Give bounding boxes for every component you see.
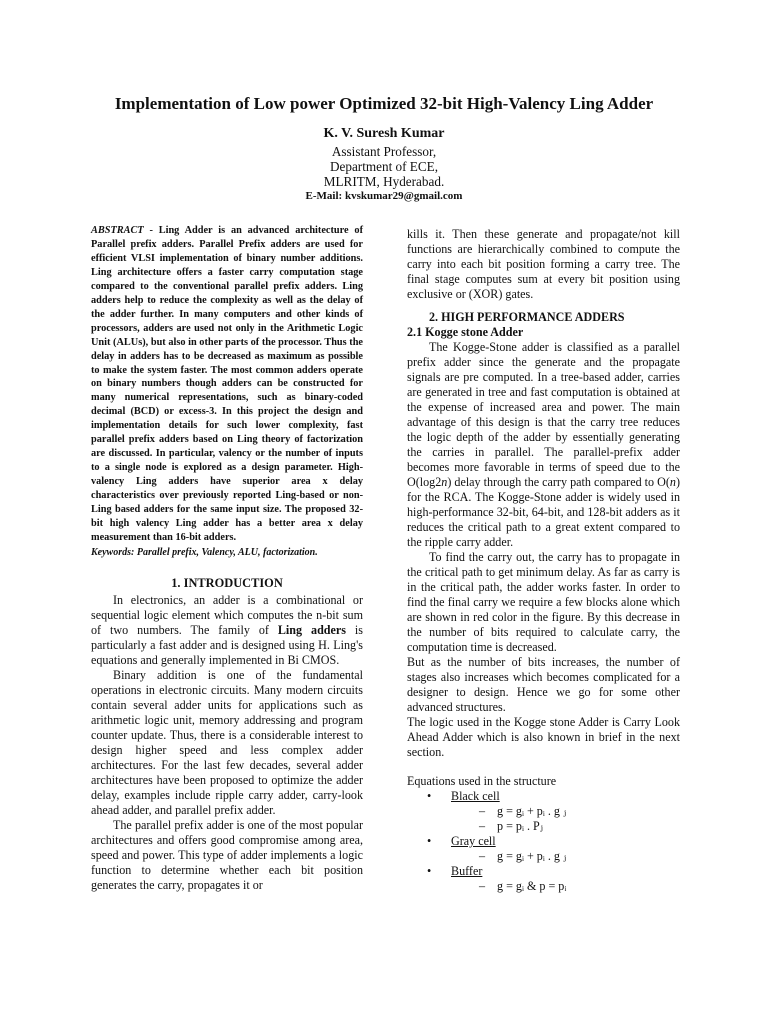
keywords: Keywords: Parallel prefix, Valency, ALU, factorization. (91, 546, 318, 558)
intro-p1-bold: Ling adders (277, 623, 346, 638)
bullet-icon: • (427, 864, 432, 878)
equation-line (407, 879, 680, 894)
intro-p1-text: In electronics, an adder is a combinational or sequential logic element which computes the n-bit sum of two numbers. The family of (91, 593, 363, 638)
kogge-p1-n2: n (669, 475, 676, 489)
equation-text: g = gᵢ + pᵢ . g ⱼ (497, 804, 567, 818)
author-email: E-Mail: kvskumar29@gmail.com (305, 190, 463, 202)
bullet-icon: • (427, 789, 432, 803)
kogge-paragraph-4: The logic used in the Kogge stone Adder is Carry Look Ahead Adder which is also known in brief in the next section. (407, 715, 680, 759)
right-paragraph-1: kills it. Then these generate and propagate/not kill functions are hierarchically combined to compute the carry into each bit position forming a carry tree. The final stage computes sum at every bit position using exclusive or (XOR) gates. (407, 227, 680, 301)
kogge-p1-text-2: ) delay through the carry path compared to O( (447, 475, 670, 489)
equation-text: g = gᵢ & p = pᵢ (497, 879, 567, 893)
author-name: K. V. Suresh Kumar (323, 126, 445, 141)
kogge-p1-text-3: ) for the RCA. The Kogge-Stone adder is widely used in high-performance 32-bit, 64-bit, and 128-bit adders as it reduces the critical path to a great extent compared to the ripple carry adder. (407, 475, 680, 549)
intro-paragraph-3: The parallel prefix adder is one of the most popular architectures and offers good compromise among area, speed and power. This type of adder implements a logic function to determine whether each bit position generates the carry, propagates it or (91, 818, 363, 893)
equation-item-buffer (407, 864, 680, 879)
section-heading-introduction: 1. INTRODUCTION (171, 576, 283, 591)
equation-item-gray-cell (407, 834, 680, 849)
intro-paragraph-2: Binary addition is one of the fundamental operations in electronic circuits. Many modern circuits contain several adder units for applications such as arithmetic logic unit, memory addressing and program counter update. Thus, there is a considerable interest to design higher speed and less complex adder architectures. For the last few decades, several adder architectures have been proposed to optimize the adder delay, examples include ripple carry adder, carry-look ahead adder, and parallel prefix adder. (91, 668, 363, 818)
intro-paragraph-1 (91, 593, 363, 668)
right-column (407, 227, 680, 894)
bullet-icon: • (427, 834, 432, 848)
dash-icon: – (479, 849, 486, 863)
equation-line (407, 804, 680, 819)
kogge-p1-n: n (441, 475, 448, 489)
equation-label: Gray cell (451, 834, 496, 848)
equation-text: g = gᵢ + pᵢ . g ⱼ (497, 849, 567, 863)
equation-label: Buffer (451, 864, 483, 878)
equation-item-black-cell (407, 789, 680, 804)
abstract-label: ABSTRACT (91, 225, 144, 236)
subsection-heading-kogge-stone: 2.1 Kogge stone Adder (407, 325, 524, 339)
abstract-text: - Ling Adder is an advanced architecture of Parallel prefix adders. Parallel Prefix adders are used for efficient VLSI implementation of binary number additions. Ling architecture offers a faster carry computation stage compared to the conventional parallel prefix adders. Ling adders help to reduce the complexity as well as the delay of the adder further. In many computers and other kinds of processors, adders are used not only in the Arithmetic Logic Unit (ALUs), but also in other parts of the processor. Thus the delay in adders has to be decreased as maximum as possible to make the system faster. The most common adders operate on binary numbers though adders can be constructed for many numerical representations, such as binary-coded decimal (BCD) or excess-3. In this project the design and implementation details for such lower complexity, fast parallel prefix adders based on Ling theory of factorization are discussed. In particular, valency or the number of inputs to a single node is explored as a design parameter. High-valency Ling adders have superior area x delay characteristics over previously reported Ling-based or non-Ling based adders for the same input size. The proposed 32-bit high valency Ling adder has a better area x delay measurement than 16-bit adders. (91, 225, 363, 543)
dash-icon: – (479, 879, 486, 893)
author-department: Department of ECE, (329, 159, 439, 174)
author-position: Assistant Professor, (331, 144, 437, 159)
kogge-p1-text: The Kogge-Stone adder is classified as a parallel prefix adder since the generate and the propagate signals are pre computed. In a tree-based adder, carries are generated in tree and fast computation is obtained at the expense of increased area and power. The main advantage of this design is that the carry tree reduces the logic depth of the adder by essentially generating the carries in parallel. The parallel-prefix adder becomes more favorable in terms of speed due to the O(log2 (407, 340, 680, 489)
equation-text: p = pᵢ . Pⱼ (497, 819, 543, 833)
dash-icon: – (479, 804, 486, 818)
kogge-paragraph-2: To find the carry out, the carry has to propagate in the critical path to get minimum delay. As far as carry is in the critical path, the adder works faster. In order to find the final carry we require a few blocks alone which are shown in red color in the figure. By this decrease in the number of bits required to calculate carry, the computation time is decreased. (407, 550, 680, 654)
left-column (91, 224, 363, 893)
abstract (91, 224, 363, 545)
intro-p1-text-end: is particularly a fast adder and is designed using H. Ling's equations and generally implemented in Bi CMOS. (91, 623, 363, 668)
equations-title: Equations used in the structure (407, 774, 557, 788)
author-institute: MLRITM, Hyderabad. (323, 174, 445, 189)
dash-icon: – (479, 819, 486, 833)
equation-line (407, 849, 680, 864)
equation-label: Black cell (451, 789, 500, 803)
section-heading-high-performance: 2. HIGH PERFORMANCE ADDERS (429, 310, 625, 324)
kogge-paragraph-1 (407, 340, 680, 550)
kogge-paragraph-3: But as the number of bits increases, the number of stages also increases which becomes complicated for a designer to design. Hence we go for some other advanced structures. (407, 655, 680, 714)
equation-line (407, 819, 680, 834)
paper-title: Implementation of Low power Optimized 32-bit High-Valency Ling Adder (114, 94, 654, 113)
